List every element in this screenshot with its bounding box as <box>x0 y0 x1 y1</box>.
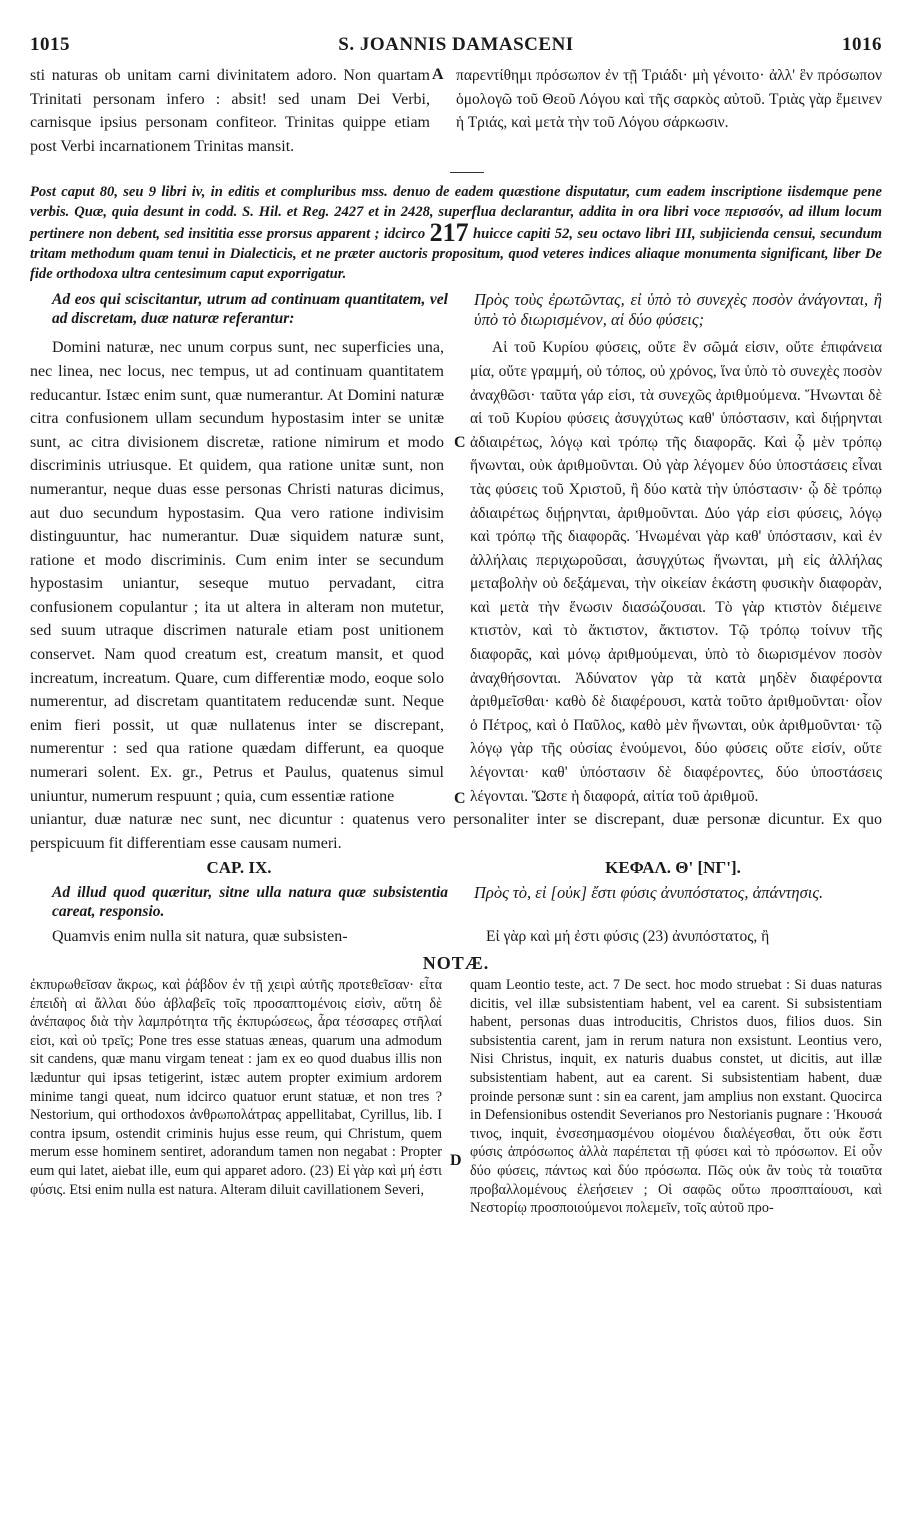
chapter-titles <box>30 857 882 879</box>
top-greek: παρεντίθημι πρόσωπον ἐν τῇ Τριάδι· μὴ γένοιτο· ἀλλ' ἓν πρόσωπον ὁμολογῶ τοῦ Θεοῦ Λόγου καὶ τῆς σαρκὸς αὐτοῦ. Τριὰς γὰρ ἔμεινεν ἡ Τριάς, καὶ μετὰ τὴν τοῦ Λόγου σάρκωσιν. <box>456 67 882 132</box>
greek-chapter-body: Εἰ γὰρ καὶ μή ἐστι φύσις (23) ἀνυπόστατος, ἢ <box>486 928 770 946</box>
margin-letter-d: D <box>450 1152 462 1169</box>
chapter-body <box>30 925 882 949</box>
latin-section-heading: Ad eos qui sciscitantur, utrum ad continuam quantitatem, vel ad discretam, duæ naturæ referantur: <box>52 291 448 328</box>
latin-chapter-heading: Ad illud quod quæritur, sitne ulla natura quæ subsistentia careat, responsio. <box>52 884 448 921</box>
page-number-marker: 217 <box>429 217 469 247</box>
notes-left: ἐκπυρωθεῖσαν ἄκρως, καὶ ῥάβδον ἐν τῇ χειρὶ αὐτῆς προτεθεῖσαν· εἶτα ἐπειδὴ αἱ ἄλλαι δύο ἀβλαβεῖς τοῖς προσαπτομένοις εἰσὶν, αὕτη δὲ ἀνέπαφος διὰ τὴν λαμπρότητα τῆς ἐκπυρώσεως, ἆρα τέσσαρες στῆλαί εἰσι, καὶ οὐ τρεῖς; Pone tres esse statuas æneas, quarum una admodum sit candens, quæ manu virgam teneat : jam ex eo quod duabus illis non læduntur qui ipsas tetigerint, istæc autem propter eximium ardorem minime tangi queat, num idcirco quatuor erunt statuæ, et non tres ? Nestorium, qui orthodoxos ἀνθρωπολάτρας appellitabat, Cyrillus, lib. I contra ipsum, ostendit criminis hujus esse reum, qui Christum, quem merum esse hominem sentiret, adorandum tamen non negabat : Propter eum qui latet, aiebat ille, eum qui apparet adoro. (23) Εἰ γὰρ καὶ μή ἐστι φύσις. Etsi enim nulla est natura. Alteram diluit cavillationem Severi, <box>30 977 442 1198</box>
latin-chapter-title: CAP. IX. <box>206 858 272 878</box>
section-body <box>30 336 882 808</box>
intro-note <box>30 183 882 284</box>
top-latin: sti naturas ob unitam carni divinitatem adoro. Non quartam Trinitati personam infero : absit! sed unam Dei Verbi, carnisque ipsius personam confiteor. Trinitas quippe etiam post Verbi incarnationem Trinitas mansit. <box>30 67 430 155</box>
greek-chapter-title: ΚΕΦΑΛ. Θ' [ΝΓ']. <box>605 858 741 878</box>
greek-chapter-heading: Πρὸς τὸ, εἰ [οὐκ] ἔστι φύσις ἀνυπόστατος, ἀπάντησις. <box>474 883 824 903</box>
divider <box>450 172 484 173</box>
top-block <box>30 64 882 158</box>
page <box>30 30 882 1520</box>
margin-letter-a: A <box>432 66 444 83</box>
latin-end: uniantur, duæ naturæ nec sunt, nec dicuntur : quatenus vero personaliter inter se discrepant, duæ personæ dicuntur. Ex quo perspicuum fit differentiam esse causam numeri. <box>30 811 882 852</box>
latin-chapter-body: Quamvis enim nulla sit natura, quæ subsisten- <box>52 928 348 946</box>
greek-body: Αἱ τοῦ Κυρίου φύσεις, οὔτε ἓν σῶμά εἰσιν, οὔτε ἐπιφάνεια μία, οὔτε γραμμή, οὐ τόπος, οὐ χρόνος, ἵνα ὑπὸ τὸ συνεχὲς ποσὸν ἀναχθῶσι· ταῦτα γάρ εἰσι, τὰ συνεχῶς ἀριθμούμενα. Ἥνωνται δὲ αἱ τοῦ Κυρίου φύσεις ἀσυγχύτως καθ' ὑπόστασιν, καὶ διῄρηνται ἀδιαιρέτως, λόγῳ καὶ τρόπῳ τῆς διαφορᾶς. Καὶ ᾧ μὲν τρόπῳ ἥνωνται, οὐκ ἀριθμοῦνται. Οὐ γὰρ λέγομεν δύο ὑποστάσεις εἶναι τὰς φύσεις τοῦ Χριστοῦ, ἢ δύο κατὰ τὴν ὑπόστασιν· ᾧ δὲ τρόπῳ ἀδιαιρέτως διῄρηνται, ἀριθμοῦνται. Δύο γάρ εἰσι φύσεις, λόγῳ καὶ τρόπῳ τῆς διαφορᾶς. Ἡνωμέναι γὰρ καθ' ὑπόστασιν, καὶ ἐν ἀλλήλαις περιχωροῦσαι, ἀσυγχύτως ἥνωνται, μὴ εἰς ἀλλήλας μεταβολὴν οὐ δεξάμεναι, τὴν οἰκείαν ἑκάστη φυσικὴν διαφορὰν, καὶ μετὰ τὴν ἕνωσιν διασώζουσαι. Τὸ γὰρ κτιστὸν διέμεινε κτιστὸν, καὶ τὸ ἄκτιστον, ἄκτιστον. Τῷ τρόπῳ τοίνυν τῆς διαφορᾶς, καὶ μόνῳ ἀριθμούμεναι, ὑπὸ τὸ διωρισμένον ποσὸν ἀναχθήσονται. Ἀδύνατον γὰρ τὰ κατὰ μηδὲν διαφέροντα ἀριθμεῖσθαι· καθὸ δὲ διαφέρουσι, κατὰ τοῦτο ἀριθμοῦνται· οἷον ὁ Πέτρος, καὶ ὁ Παῦλος, καθὸ μὲν ἥνωνται, οὐκ ἀριθμοῦνται· τῷ λόγῳ γὰρ τῆς οὐσίας ἑνούμενοι, δύο φύσεις οὔτε εἰσίν, οὔτε λέγονται· καθ' ὑπόστασιν δὲ διαφέροντες, δύο ὑποστάσεις λέγονται. Ὥστε ἡ διαφορά, αἰτία τοῦ ἀριθμοῦ. <box>470 339 882 805</box>
intro-note-after: huicce capiti 52, seu octavo libri III, subjicienda censui, secundum tritam methodum quam tenui in Dialecticis, et ne præter auctoris propositum, quod veteres indices aliaque monumenta significant, liber De fide orthodoxa ultra centesimum caput exporrigatur. <box>30 225 882 282</box>
page-number-left: 1015 <box>30 34 70 55</box>
section-headings <box>30 290 882 330</box>
latin-body: Domini naturæ, nec unum corpus sunt, nec superficies una, nec linea, nec locus, nec tempus, ut ad continuam quantitatem reducantur. Istæc enim sunt, quæ numerantur. At Domini naturæ citra confusionem ullam secundum hypostasim inter se unitæ sunt, ac citra divisionem discretæ, ratione nimirum et modo discriminis utriusque. Et quidem, qua ratione unitæ sunt, non numerantur, neque duas esse personas Christi naturas dicimus, aut duo secundum hypostasim. Qua vero ratione indivisim distinguuntur, hac numerantur. Duæ siquidem naturæ sunt, ratione et modo discriminis. Cum enim inter se secundum hypostasim uniantur, seseque mutuo pervadant, citra confusionem copulantur ; ita ut altera in alteram non mutetur, sed suum utraque discrimen naturale etiam post unitionem conservet. Nam quod creatum est, creatum mansit, et quod increatum, increatum. Quare, cum differentiæ modo, eoque solo numerentur, ad discretam quantitatem reducendæ sunt. Neque enim fieri possit, ut quæ nullatenus inter se discrepant, numerentur : sed qua ratione quædam differunt, ea quoque numerari solent. Ex. gr., Petrus et Paulus, quatenus simul uniuntur, numerum respuunt ; quia, cum essentiæ ratione <box>30 339 444 805</box>
page-header <box>30 30 882 60</box>
notes <box>30 976 882 1218</box>
margin-letter-c1: C <box>454 434 466 451</box>
intro-note-before: Post caput 80, seu 9 libri iv, in editis et compluribus mss. denuo de eadem quæstione disputatur, cum eadem inscriptione iisdemque pene verbis. Quæ, quia desunt in codd. S. Hil. et Reg. 2427 et in 2428, superflua declarantur, addita in ora libri voce περισσόν, ad illum locum pertinere non debent, sed insititia esse prorsus apparent ; idcirco <box>30 184 882 242</box>
margin-letter-c2: C <box>454 790 466 807</box>
notes-title: NOTÆ. <box>422 953 490 974</box>
notes-right: quam Leontio teste, act. 7 De sect. hoc modo struebat : Si duas naturas dicitis, vel illæ subsistentiam habent, vel ea carent. Si subsistentiam habent, personas duas introducitis, Christos duos, filios duos. Sin subsistentia carent, jam in rerum natura non exsistunt. Leontius vero, Nisi Christus, inquit, ex naturis duabus constet, ut dicitis, aut illæ subsistentiam habent, aut ea carent. Si subsistentiam habent, duæ proinde personæ sunt : sin ea carent, jam amplius non exstant. Quocirca in Defensionibus ostendit Severianos pro Nestorianis pugnare : Ἠκουσά τινος, inquit, ἐνσεσημασμένου οἰομένου διαλέγεσθαι, ὅτι οὐκ ἔστι φύσις ἀπρόσωπος ἀλλὰ παρέπεται τῇ φύσει καὶ τὸ πρόσωπον. Εἰ οὖν δύο φύσεις, πάντως καὶ δύο πρόσωπα. Πῶς οὐκ ἂν τοὺς τὰ τοιαῦτα προβαλλομένους ἐλεήσειεν ; Οἱ σαφῶς οὕτω προσπταίουσι, καὶ Νεστορίῳ προσποιούμενοι πολεμεῖν, τοῖς αὐτοῦ προ- <box>470 977 882 1217</box>
running-title: S. JOANNIS DAMASCENI <box>338 34 574 55</box>
chapter-headings <box>30 883 882 921</box>
page-number-right: 1016 <box>842 34 882 55</box>
greek-section-heading: Πρὸς τοὺς ἐρωτῶντας, εἰ ὑπὸ τὸ συνεχὲς ποσὸν ἀνάγονται, ἢ ὑπὸ τὸ διωρισμένον, αἱ δύο φύσεις; <box>474 290 882 330</box>
